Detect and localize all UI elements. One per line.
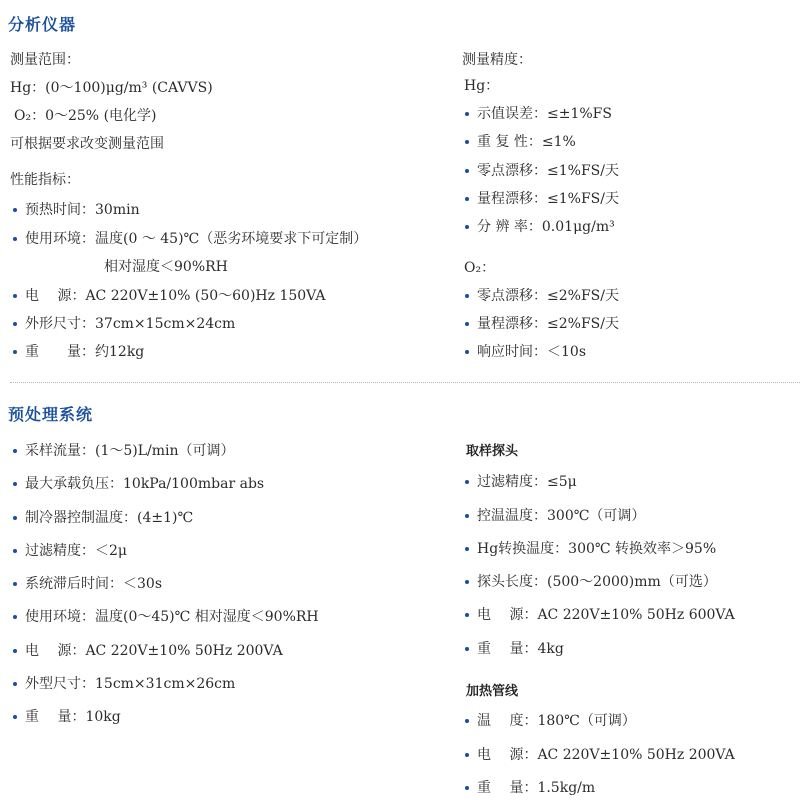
humidity-line: 相对湿度＜90%RH [104, 259, 228, 275]
list-item: 量程漂移：≤2%FS/天 [462, 314, 619, 334]
list-item: 过滤精度：≤5μ [462, 472, 577, 492]
list-item: 响应时间：＜10s [462, 342, 586, 362]
list-item: 重 量：1.5kg/m [462, 778, 595, 798]
analyzer-title: 分析仪器 [8, 15, 77, 34]
list-item: 电 源：AC 220V±10% 50Hz 200VA [462, 745, 735, 765]
probe-title: 取样探头 [466, 444, 519, 459]
list-item: 零点漂移：≤2%FS/天 [462, 286, 619, 306]
accuracy-label: 测量精度： [462, 52, 532, 68]
list-item: 电 源：AC 220V±10% 50Hz 600VA [462, 605, 735, 625]
list-item: 制冷器控制温度：(4±1)℃ [10, 508, 193, 528]
range-label: 测量范围： [10, 52, 80, 68]
list-item: 重 复 性：≤1% [462, 132, 576, 152]
list-item: 电 源：AC 220V±10% (50～60)Hz 150VA [10, 286, 325, 306]
list-item: 重 量：4kg [462, 639, 564, 659]
list-item: 系统滞后时间：＜30s [10, 574, 162, 594]
list-item: 外型尺寸：15cm×31cm×26cm [10, 674, 235, 694]
range-note: 可根据要求改变测量范围 [10, 136, 164, 152]
list-item: 控温温度：300℃（可调） [462, 506, 645, 526]
list-item: 重 量：约12kg [10, 342, 144, 362]
pretreatment-title: 预处理系统 [8, 405, 94, 424]
list-item: 示值误差：≤±1%FS [462, 104, 612, 124]
list-item: 预热时间：30min [10, 200, 140, 220]
list-item: 外形尺寸：37cm×15cm×24cm [10, 314, 235, 334]
list-item: 过滤精度：＜2μ [10, 541, 127, 561]
list-item: 量程漂移：≤1%FS/天 [462, 189, 619, 209]
section-divider [10, 382, 800, 383]
pipe-title: 加热管线 [466, 684, 519, 699]
list-item: 电 源：AC 220V±10% 50Hz 200VA [10, 641, 283, 661]
list-item: 分 辨 率：0.01μg/m³ [462, 217, 615, 237]
range-hg: Hg：(0～100)μg/m³ (CAVVS) [10, 80, 213, 96]
list-item: 使用环境：温度(0 ～ 45)℃（恶劣环境要求下可定制） [10, 229, 367, 249]
list-item: 探头长度：(500～2000)mm（可选） [462, 572, 717, 592]
range-o2: O₂：0～25% (电化学) [14, 108, 157, 124]
hg-label: Hg： [464, 78, 500, 94]
list-item: Hg转换温度：300℃ 转换效率＞95% [462, 539, 716, 559]
list-item: 最大承载负压：10kPa/100mbar abs [10, 474, 264, 494]
list-item: 温 度：180℃（可调） [462, 711, 636, 731]
list-item: 零点漂移：≤1%FS/天 [462, 161, 619, 181]
list-item: 使用环境：温度(0～45)℃ 相对湿度＜90%RH [10, 607, 319, 627]
perf-label: 性能指标： [10, 172, 80, 188]
list-item: 重 量：10kg [10, 707, 121, 727]
o2-label: O₂： [464, 260, 496, 276]
list-item: 采样流量：(1～5)L/min（可调） [10, 441, 235, 461]
